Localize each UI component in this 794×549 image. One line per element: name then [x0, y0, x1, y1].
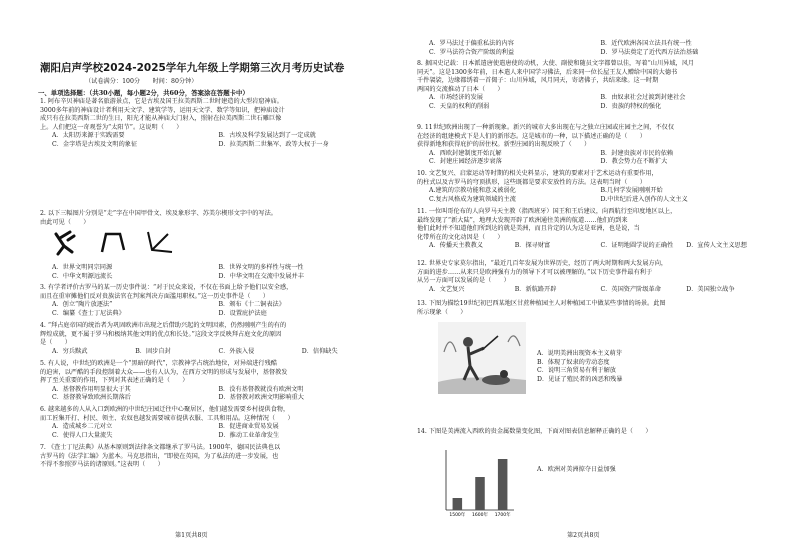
question-6	[40, 406, 385, 440]
question-text: 3. 有学者评价古罗马的某一历史事件说：“对于民众来说，不仅在书面上给予他们以安全感，	[40, 284, 293, 291]
question-2	[40, 210, 385, 227]
question-text: 9. 11世纪欧洲出现了一种新现象。新兴的城市大多出现在与之独立庄园或庄园主之间，不仅仅	[417, 124, 675, 131]
page-number-left: 第1页共8页	[175, 532, 208, 539]
question-text: 11. 一位叫哥伦布的人向罗马天主教（指西班牙）国王和王后建议，向西航行至印度地区以上，	[417, 208, 677, 215]
option[interactable]: B．新航路开辟	[514, 285, 557, 293]
options-row	[537, 376, 772, 385]
options-row	[40, 141, 385, 150]
question-text: 所示现象（ ）	[417, 308, 467, 316]
option[interactable]: C．中华文明源远流长	[52, 272, 113, 280]
options-row	[40, 423, 385, 432]
question-text: 方面的进步……从来只是欧洲强有力的领导下才可以被理解的。”以下历史事件最有利于	[417, 268, 653, 276]
plantation-illustration	[438, 322, 526, 394]
question-14	[417, 428, 772, 437]
question-13-options	[537, 350, 772, 384]
option[interactable]: B.几何学发展刚刚开始	[600, 187, 663, 195]
option[interactable]: A．文艺复兴	[429, 285, 465, 293]
question-text: 13. 下图为描绘19世纪初巴西某地区甘蔗种植园主人对种植园工中做某些事情的场景。此图	[417, 300, 666, 307]
question-7	[40, 444, 385, 470]
question-text: 化带所在的文化动因是（ ）	[417, 233, 504, 241]
options-row	[537, 350, 772, 359]
options-row	[417, 196, 772, 205]
options-row	[40, 348, 385, 357]
option[interactable]: A．传播天主教教义	[429, 242, 483, 250]
question-text: 同天”。这是1300多年前，日本遣人来中国学习佛法，后来同一位长屋王友人赠给中国的大德书	[417, 68, 678, 76]
question-3	[40, 284, 385, 318]
question-text: 是（ ）	[40, 339, 71, 347]
question-12	[417, 260, 772, 294]
option[interactable]: D．信仰缺失	[301, 347, 338, 355]
question-text: 10. 文艺复兴、启蒙运动等时期的相关史料显示，建筑的要素对于艺术运动有重要作用，	[417, 170, 658, 177]
question-text: 他们此时并不知道他们所到达的就是美洲，而且肯定的认为这是亚洲，也是说，当	[417, 225, 640, 233]
option[interactable]: A．说明美洲出现资本主义萌芽	[537, 350, 622, 357]
options-row	[40, 264, 385, 273]
options-row	[40, 432, 385, 441]
question-11	[417, 208, 772, 251]
question-text: 7. 《查士丁尼法典》从基本原则到法律条文都继承了罗马法。1900年，德国民法典也以	[40, 444, 281, 451]
options-row	[417, 242, 772, 251]
option[interactable]: C．基督教导致欧洲长期落后	[52, 394, 131, 402]
option[interactable]: A.建筑的宗教功能和意义被弱化	[429, 187, 516, 195]
question-text: 上。人们把这一奇观誉为“太阳节”。这说明（ ）	[40, 123, 183, 131]
options-row	[40, 394, 385, 403]
question-text: 最终发现了“新大陆”，地理大发现开辟了欧洲通往美洲的航道……他们的到来	[417, 216, 628, 224]
question-text: 的柱式以及古罗马的穹顶拱形，这些既都是要求安放性的方法。这表明当时（ ）	[417, 178, 646, 186]
question-text: 6. 越来越多的人从入口到欧洲的中世纪庄园迁往中心聚居区，他们越发需要乡村提供食物，	[40, 406, 290, 413]
option[interactable]: B．近代欧洲各国立法具有统一性	[600, 40, 692, 47]
option[interactable]: C．天皇的权利的削弱	[429, 102, 490, 110]
question-text: 1. 阿布辛贝神庙是著名旅游景点，它是古埃及国王拉美西斯二世时建造的大型岩窟神庙。	[40, 98, 283, 105]
option[interactable]: A．穷兵黩武	[52, 347, 88, 355]
question-text: 3000多年前的神庙设计者利用天文学、建筑学等，运用天文学、数学等知识，把神庙设计	[40, 106, 285, 114]
question-8	[417, 60, 772, 112]
question-text: 两国的交流推动了日本（ ）	[417, 85, 504, 93]
option[interactable]: D.中世纪后进入创作的人文主义	[600, 195, 688, 203]
question-text: 成只有在拉美西斯二世的生日，阳光才能从神庙大门射入，照射在拉美西斯二世石雕巨像	[40, 115, 282, 123]
option[interactable]: D．罗马法奠定了近代西方法治基础	[600, 48, 699, 56]
option[interactable]: D．贵族的特权的强化	[600, 102, 662, 110]
question-text: 而且在重审摊他们反对贵族法官在判案判决方面滥用职权。”这一历史事件是（ ）	[40, 292, 269, 300]
precious-metal-chart	[438, 446, 518, 518]
question-text: 2. 以下三幅图片分别是“走”字在中国甲骨文、埃及象形字、苏美尔楔形文字中的写法。	[40, 210, 277, 217]
egyptian-glyph	[102, 234, 124, 252]
question-text: 而工匠集开打、村民、领主、农奴也越发需要城市提供衣服、工具和用品。这种情况（ ）	[40, 414, 294, 422]
options-row	[537, 367, 772, 376]
question-7-options	[417, 40, 772, 57]
options-row	[417, 94, 772, 103]
question-text: 在经济的组建模式下是人们的新形态。这是城市的一种，以下描述正确的是（ ）	[417, 132, 646, 140]
option[interactable]: B．固步自封	[135, 347, 171, 355]
cuneiform-glyph	[148, 232, 172, 252]
oracle-bone-glyph	[56, 232, 74, 254]
chart-bar	[453, 498, 463, 510]
exam-meta: （试卷满分：100分 时间：80分钟）	[85, 78, 198, 85]
option[interactable]: C．编纂《查士丁尼法典》	[52, 309, 125, 317]
option[interactable]: D．中华文明在交流中发展并丰	[218, 272, 304, 280]
option[interactable]: A．造成城乡二元对立	[52, 423, 113, 431]
question-14-options	[537, 466, 772, 475]
question-text: 由此可见（ ）	[40, 218, 90, 226]
chart-bar	[475, 477, 485, 510]
option[interactable]: A．市场经济的发展	[429, 94, 483, 102]
question-4	[40, 322, 385, 356]
option[interactable]: A．西欧封建制度开始瓦解	[429, 149, 502, 157]
option[interactable]: B．没有基督教就没有欧洲文明	[218, 385, 304, 393]
section-heading: 一、单项选择题：（共30小题，每小题2分，共60分，答案涂在答题卡中）	[38, 89, 249, 97]
options-row	[40, 132, 385, 141]
exam-title: 潮阳启声学校2024-2025学年九年级上学期第三次月考历史试卷	[40, 62, 345, 74]
question-text: 14. 下图是美洲流入西欧的贵金属数量变化图，下面对图表信息解释正确的是（ ）	[417, 428, 652, 435]
option[interactable]: B．世界文明的多样性与统一性	[218, 264, 304, 271]
option[interactable]: C．外族入侵	[218, 347, 255, 355]
options-row	[537, 466, 772, 475]
option[interactable]: C．证明地圆学说的正确性	[600, 242, 674, 250]
question-text: 千件袈裟，边缘都绣着一首偈子：山川异域，风月同天，寄诸佛子，共结来缘。这一时期	[417, 77, 659, 85]
option[interactable]: C．罗马法符合资产阶级的利益	[429, 48, 515, 56]
page-right	[397, 0, 794, 549]
option[interactable]: B．封建贵族对市民的依赖	[600, 149, 674, 157]
options-row	[537, 359, 772, 368]
option[interactable]: C．英国资产阶级革命	[600, 285, 661, 293]
question-1	[40, 98, 385, 150]
option[interactable]: A．罗马法过于偏重私法的内容	[429, 40, 514, 47]
option[interactable]: A．欧洲对美洲掠夺日益加强	[537, 466, 616, 473]
options-row	[417, 103, 772, 112]
question-text: 不得不参照罗马法的诸原则。”这表明（ ）	[40, 461, 164, 469]
x-tick-label: 1500年	[449, 513, 466, 518]
question-text: 从另一方面可以发展的是（ ）	[417, 277, 510, 285]
option[interactable]: B．由奴隶社会过渡到封建社会	[600, 94, 686, 102]
option[interactable]: A．世界文明同宗同源	[52, 264, 113, 271]
options-row	[417, 49, 772, 58]
option[interactable]: D．设置庇护法庭	[218, 309, 267, 317]
option[interactable]: B．体现了奴隶的劳动态度	[537, 358, 610, 366]
question-9	[417, 124, 772, 167]
options-row	[417, 158, 772, 167]
question-text: 4. “拜占庭帝国的统治者为巩固欧洲市出现之后借助兴起的文明因素，仍然刚刚产生的有的	[40, 322, 287, 329]
options-row	[40, 273, 385, 282]
options-row	[417, 187, 772, 196]
option[interactable]: B．古埃及科学发展达到了一定成就	[218, 132, 316, 140]
question-text: 5. 有人说，中世纪的欧洲是一个“黑暗的时代”，宗教神学占统治地位，对异端进行残酷	[40, 360, 277, 367]
question-2-options	[40, 264, 385, 281]
option[interactable]: C．金字塔是古埃及文明的象征	[52, 140, 138, 148]
page-number-right: 第2页共8页	[567, 532, 600, 539]
option[interactable]: C．封建庄园经济逐步衰落	[429, 158, 502, 166]
options-row	[417, 40, 772, 49]
options-row	[40, 301, 385, 310]
ancient-script-images	[48, 228, 188, 256]
x-tick-label: 1600年	[472, 513, 488, 518]
question-5	[40, 360, 385, 403]
x-tick-label: 1700年	[494, 513, 511, 518]
chart-bar	[498, 459, 508, 510]
options-row	[417, 286, 772, 295]
option[interactable]: C．使得人口大量流失	[52, 431, 113, 439]
option[interactable]: D．教会势力在不断扩大	[600, 158, 668, 166]
question-text: 挥了至关重要的作用，下列对其表述正确的是（ ）	[40, 377, 189, 385]
question-text: 的迫害，以严酷的手段控制着大众——也有人认为，在西方文明的形成与发展中，基督教发	[40, 368, 288, 376]
option[interactable]: A．基督教作用明显很大于其	[52, 385, 131, 393]
option[interactable]: D．推动工业革命发生	[218, 431, 280, 439]
option[interactable]: D．美国独立战争	[686, 285, 735, 293]
option[interactable]: B．促进商业贸易发展	[218, 423, 279, 431]
option[interactable]: D．见证了殖民者的凶恶和残暴	[537, 375, 623, 383]
option[interactable]: A．太阳历来源于实践需要	[52, 132, 125, 140]
option[interactable]: D．拉美西斯二世集军、政等大权于一身	[218, 140, 329, 148]
options-row	[40, 310, 385, 319]
question-10	[417, 170, 772, 204]
question-text: 12. 世界史专家莫尔指出，“最近几百年发展为世界历史，经历了两大时期和两大发展方向，	[417, 260, 668, 267]
option[interactable]: C．说明三角贸易有利于解放	[537, 367, 616, 375]
option[interactable]: D．基督教对欧洲文明影响重大	[218, 394, 304, 402]
option[interactable]: A．创立“陶片放逐法”	[52, 301, 113, 309]
question-text: 8. 据国史记载：日本派遣唐使遣唐使的动机，大使、副使和随员文字都曾以佳，写着“山川异域，风月	[417, 60, 695, 67]
option[interactable]: B．探寻财富	[514, 242, 551, 250]
option[interactable]: C.复古风格成为建筑领域的主流	[429, 195, 516, 203]
question-text: 古罗马的《法学汇编》为蓝本。马克思指出，“即使在英国，为了私法的进一步发展，也	[40, 452, 279, 460]
question-text: 辉煌成就，更不属于罗马和极纳其他文明的优点和长处。”这段文字反映拜占庭文化的原因	[40, 330, 282, 338]
option[interactable]: B．颁布《十二铜表法》	[218, 301, 285, 309]
option[interactable]: D．宣传人文主义思想	[686, 242, 747, 250]
question-text: 获得新地和获得庇护的居住权。新型庄园的出现反映了（ ）	[417, 141, 591, 149]
question-13	[417, 300, 772, 317]
